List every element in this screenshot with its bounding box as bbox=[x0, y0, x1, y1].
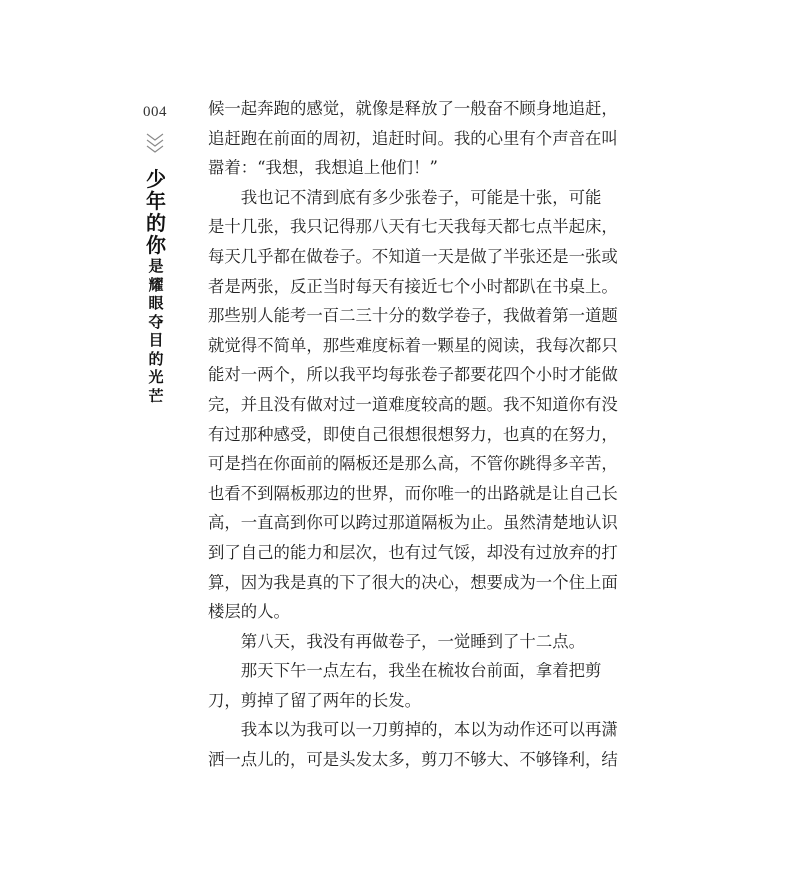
subtitle-char: 的 bbox=[148, 349, 164, 368]
text-line: 可是挡在你面前的隔板还是那么高，不管你跳得多辛苦， bbox=[208, 454, 618, 474]
paragraph bbox=[208, 627, 604, 657]
text-line: 我本以为我可以一刀剪掉的，本以为动作还可以再潇 bbox=[240, 720, 618, 740]
text-line: 者是两张，反正当时每天有接近七个小时都趴在书桌上。 bbox=[208, 276, 618, 296]
text-line: 是十几张，我只记得那八天有七天我每天都七点半起床， bbox=[208, 217, 618, 237]
text-line: 有过那种感受，即使自己很想很想努力，也真的在努力， bbox=[208, 424, 618, 444]
text-line: 那天下午一点左右，我坐在梳妆台前面，拿着把剪 bbox=[240, 661, 602, 681]
text-line: 高，一直高到你可以跨过那道隔板为止。虽然清楚地认识 bbox=[208, 513, 618, 533]
text-line: 洒一点儿的，可是头发太多，剪刀不够大、不够锋利，结 bbox=[208, 750, 618, 770]
page-number: 004 bbox=[143, 104, 167, 120]
subtitle-char: 夺 bbox=[148, 312, 164, 331]
text-line: 也看不到隔板那边的世界，而你唯一的出路就是让自己长 bbox=[208, 483, 618, 503]
text-line: 第八天，我没有再做卷子，一觉睡到了十二点。 bbox=[240, 631, 585, 651]
paragraph bbox=[208, 715, 618, 774]
subtitle-char: 光 bbox=[148, 368, 164, 386]
text-line: 那些别人能考一百二三十分的数学卷子，我做着第一道题 bbox=[208, 306, 618, 326]
running-title-sub bbox=[148, 257, 163, 405]
title-char: 你 bbox=[146, 233, 166, 257]
text-line: 完，并且没有做对过一道难度较高的题。我不知道你有没 bbox=[208, 394, 618, 414]
text-line: 我也记不清到底有多少张卷子，可能是十张，可能 bbox=[240, 187, 602, 207]
running-title bbox=[143, 168, 169, 405]
subtitle-char: 目 bbox=[148, 331, 164, 349]
body-text bbox=[208, 94, 618, 775]
subtitle-char: 芒 bbox=[148, 386, 164, 405]
text-line: 追赶跑在前面的周初，追赶时间。我的心里有个声音在叫 bbox=[208, 128, 618, 148]
subtitle-char: 耀 bbox=[148, 275, 164, 294]
text-line: 刀，剪掉了留了两年的长发。 bbox=[208, 690, 422, 710]
subtitle-char: 眼 bbox=[148, 294, 164, 312]
running-title-main bbox=[146, 168, 166, 256]
chevron-down-icon bbox=[145, 132, 165, 158]
text-line: 算，因为我是真的下了很大的决心，想要成为一个住上面 bbox=[208, 572, 618, 592]
text-line: 嚣着：“我想，我想追上他们！” bbox=[208, 158, 438, 178]
paragraph bbox=[208, 656, 604, 715]
text-line: 能对一两个，所以我平均每张卷子都要花四个小时才能做 bbox=[208, 365, 618, 385]
text-line: 楼层的人。 bbox=[208, 602, 290, 622]
title-char: 的 bbox=[146, 211, 166, 235]
subtitle-char: 是 bbox=[148, 257, 164, 275]
paragraph bbox=[208, 183, 618, 627]
text-line: 每天几乎都在做卷子。不知道一天是做了半张还是一张或 bbox=[208, 246, 618, 266]
text-line: 到了自己的能力和层次，也有过气馁，却没有过放弃的打 bbox=[208, 542, 618, 562]
text-line: 候一起奔跑的感觉，就像是释放了一般奋不顾身地追赶， bbox=[208, 99, 618, 118]
text-line: 就觉得不简单，那些难度标着一颗星的阅读，我每次都只 bbox=[208, 335, 618, 355]
title-char: 年 bbox=[146, 189, 166, 213]
title-char: 少 bbox=[146, 167, 166, 191]
paragraph bbox=[208, 94, 618, 183]
